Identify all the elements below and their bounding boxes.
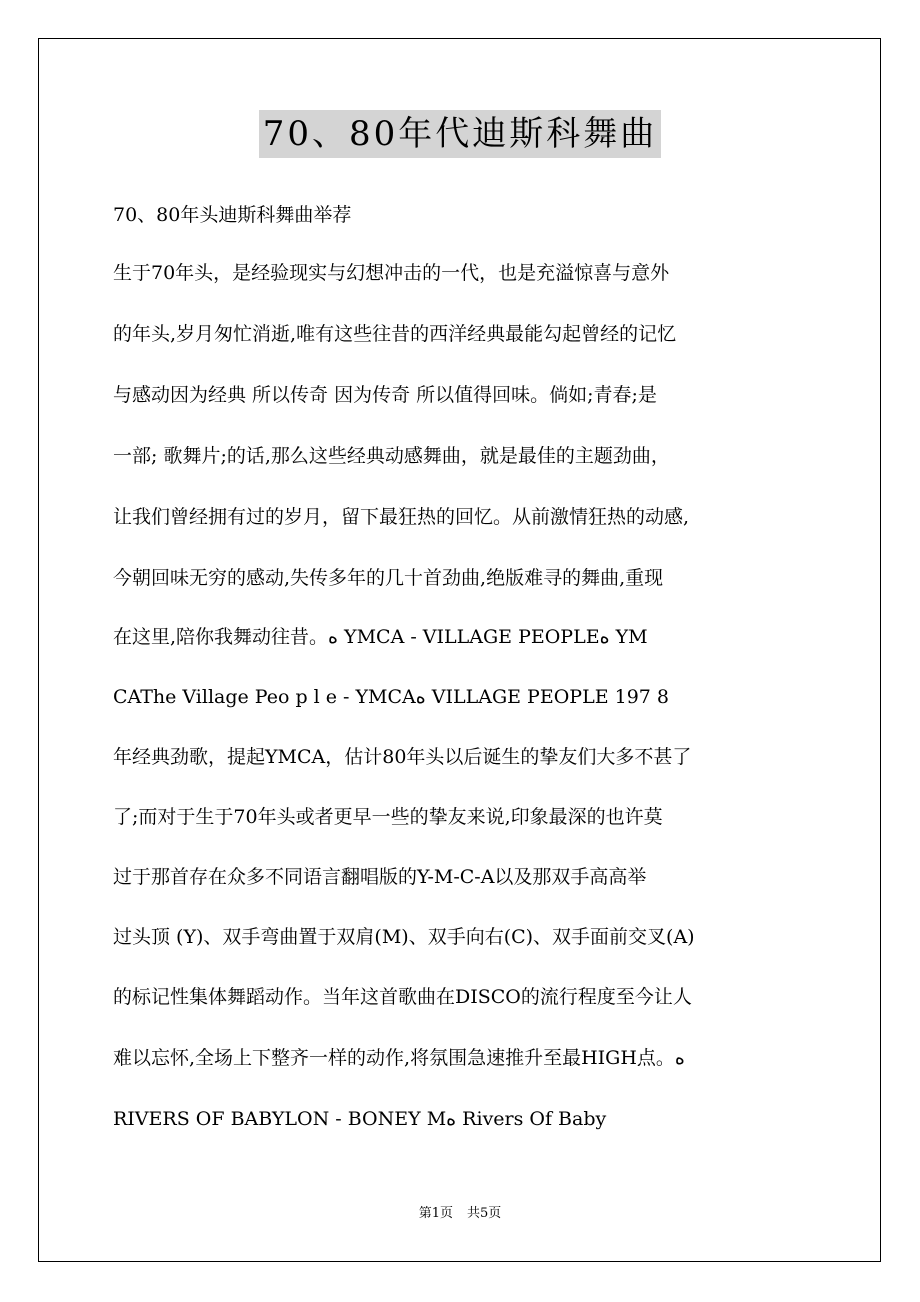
page-title: 70、80年代迪斯科舞曲 [259,110,662,158]
body-line: 一部; 歌舞片;的话,那么这些经典动感舞曲，就是最佳的主题劲曲， [113,445,670,467]
body-line: 难以忘怀,全场上下整齐一样的动作,将氛围急速推升至最HIGH点。ه [113,1047,685,1069]
body-line: 生于70年头，是经验现实与幻想冲击的一代，也是充溢惊喜与意外 [113,262,670,284]
body-line: 年经典劲歌，提起YMCA，估计80年头以后诞生的挚友们大多不甚了 [113,746,692,768]
body-line: 今朝回味无穷的感动,失传多年的几十首劲曲,绝版难寻的舞曲,重现 [113,567,664,589]
body-line: 在这里,陪你我舞动往昔。ه YMCA - VILLAGE PEOPLEه YM [113,626,648,648]
subtitle: 70、80年头迪斯科舞曲举荐 [113,204,352,226]
body-line: 让我们曾经拥有过的岁月，留下最狂热的回忆。从前激情狂热的动感, [113,506,690,528]
title-container [0,110,920,158]
page-footer [0,1204,920,1224]
body-line: CAThe Village Peo p l e - YMCAه VILLAGE PEOPLE 197 8 [113,686,669,708]
body-line: 了;而对于生于70年头或者更早一些的挚友来说,印象最深的也许莫 [113,806,663,828]
body-line: RIVERS OF BABYLON - BONEY Mه Rivers Of Baby [113,1108,607,1130]
body-line: 过头顶 (Y)、双手弯曲置于双肩(M)、双手向右(C)、双手面前交叉(A) [113,926,695,948]
page-number: 第1页 [418,1206,453,1221]
body-line: 与感动因为经典 所以传奇 因为传奇 所以值得回味。倘如;青春;是 [113,384,657,406]
body-line: 的标记性集体舞蹈动作。当年这首歌曲在DISCO的流行程度至今让人 [113,986,692,1008]
body-line: 过于那首存在众多不同语言翻唱版的Y-M-C-A以及那双手高高举 [113,866,647,888]
body-line: 的年头,岁月匆忙消逝,唯有这些往昔的西洋经典最能勾起曾经的记忆 [113,323,677,345]
page-total: 共5页 [467,1206,502,1221]
